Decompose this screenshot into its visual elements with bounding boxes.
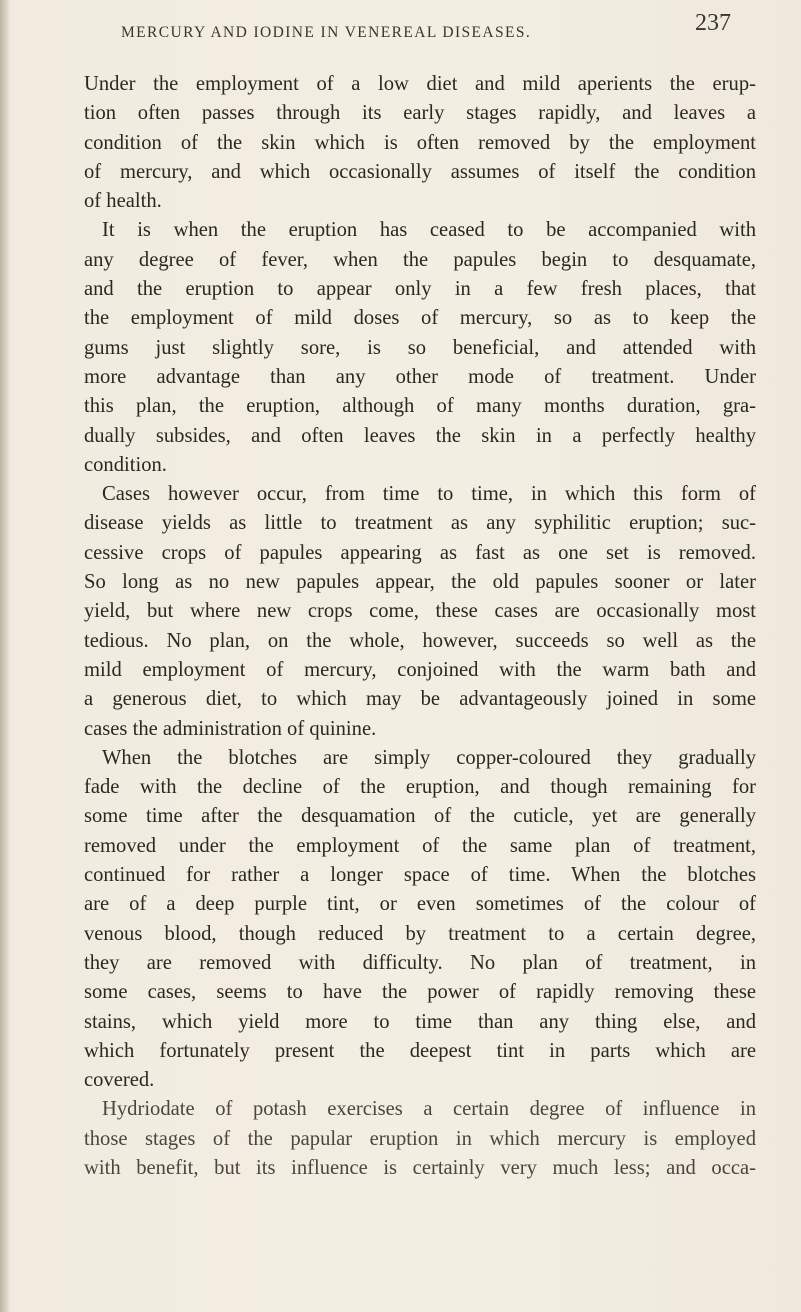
text-line: stains, which yield more to time than any thing else, and [84,1010,756,1033]
text-line: some cases, seems to have the power of rapidly removing these [84,981,756,1004]
running-head-title: MERCURY AND IODINE IN VENEREAL DISEASES. [121,24,532,41]
text-line: condition of the skin which is often removed by the employment [84,131,756,154]
text-line: this plan, the eruption, although of many months duration, gra- [84,395,756,418]
text-line: covered. [84,1069,155,1092]
text-line: tedious. No plan, on the whole, however, succeeds so well as the [84,629,756,652]
text-line: with benefit, but its influence is certainly very much less; and occa- [84,1156,756,1179]
paragraph [84,744,756,1096]
text-line: gums just slightly sore, is so beneficial, and attended with [84,336,756,359]
text-line: any degree of fever, when the papules begin to desquamate, [84,248,756,271]
paragraph [84,70,756,216]
text-line: mild employment of mercury, conjoined with the warm bath and [84,658,756,681]
text-line: condition. [84,453,167,476]
text-line: disease yields as little to treatment as any syphilitic eruption; suc- [84,512,756,535]
body-text [84,70,756,1183]
text-line: Under the employment of a low diet and mild aperients the erup- [84,73,756,95]
text-line: removed under the employment of the same plan of treatment, [84,834,756,857]
running-head [121,10,731,50]
text-line: So long as no new papules appear, the old papules sooner or later [84,571,756,594]
text-line: are of a deep purple tint, or even sometimes of the colour of [84,893,756,916]
text-line: cessive crops of papules appearing as fast as one set is removed. [84,541,756,564]
text-line: more advantage than any other mode of treatment. Under [84,365,756,388]
text-line: Hydriodate of potash exercises a certain degree of influence in [102,1098,756,1121]
text-line: the employment of mild doses of mercury, so as to keep the [84,307,756,330]
text-line: dually subsides, and often leaves the skin in a perfectly healthy [84,424,756,447]
page-gutter-shadow [0,0,10,1312]
text-line: When the blotches are simply copper-coloured they gradually [102,746,756,769]
text-line: a generous diet, to which may be advantageously joined in some [84,688,756,711]
text-line: those stages of the papular eruption in which mercury is employed [84,1127,756,1150]
text-line: some time after the desquamation of the cuticle, yet are generally [84,805,756,828]
paragraph [84,1095,756,1183]
text-line: of health. [84,190,162,213]
text-line: fade with the decline of the eruption, and though remaining for [84,776,756,799]
text-line: venous blood, though reduced by treatment to a certain degree, [84,922,756,945]
text-line: cases the administration of quinine. [84,717,377,740]
text-line: of mercury, and which occasionally assumes of itself the condition [84,160,756,183]
text-line: which fortunately present the deepest tint in parts which are [84,1039,756,1062]
text-line: Cases however occur, from time to time, in which this form of [102,483,756,506]
text-line: It is when the eruption has ceased to be accompanied with [102,219,756,242]
text-line: continued for rather a longer space of time. When the blotches [84,864,756,887]
page-number: 237 [695,10,731,36]
paragraph [84,480,756,744]
paragraph [84,216,756,480]
text-line: yield, but where new crops come, these cases are occasionally most [84,600,756,623]
text-line: tion often passes through its early stages rapidly, and leaves a [84,102,756,125]
text-line: they are removed with difficulty. No plan of treatment, in [84,951,756,974]
text-line: and the eruption to appear only in a few fresh places, that [84,278,756,301]
